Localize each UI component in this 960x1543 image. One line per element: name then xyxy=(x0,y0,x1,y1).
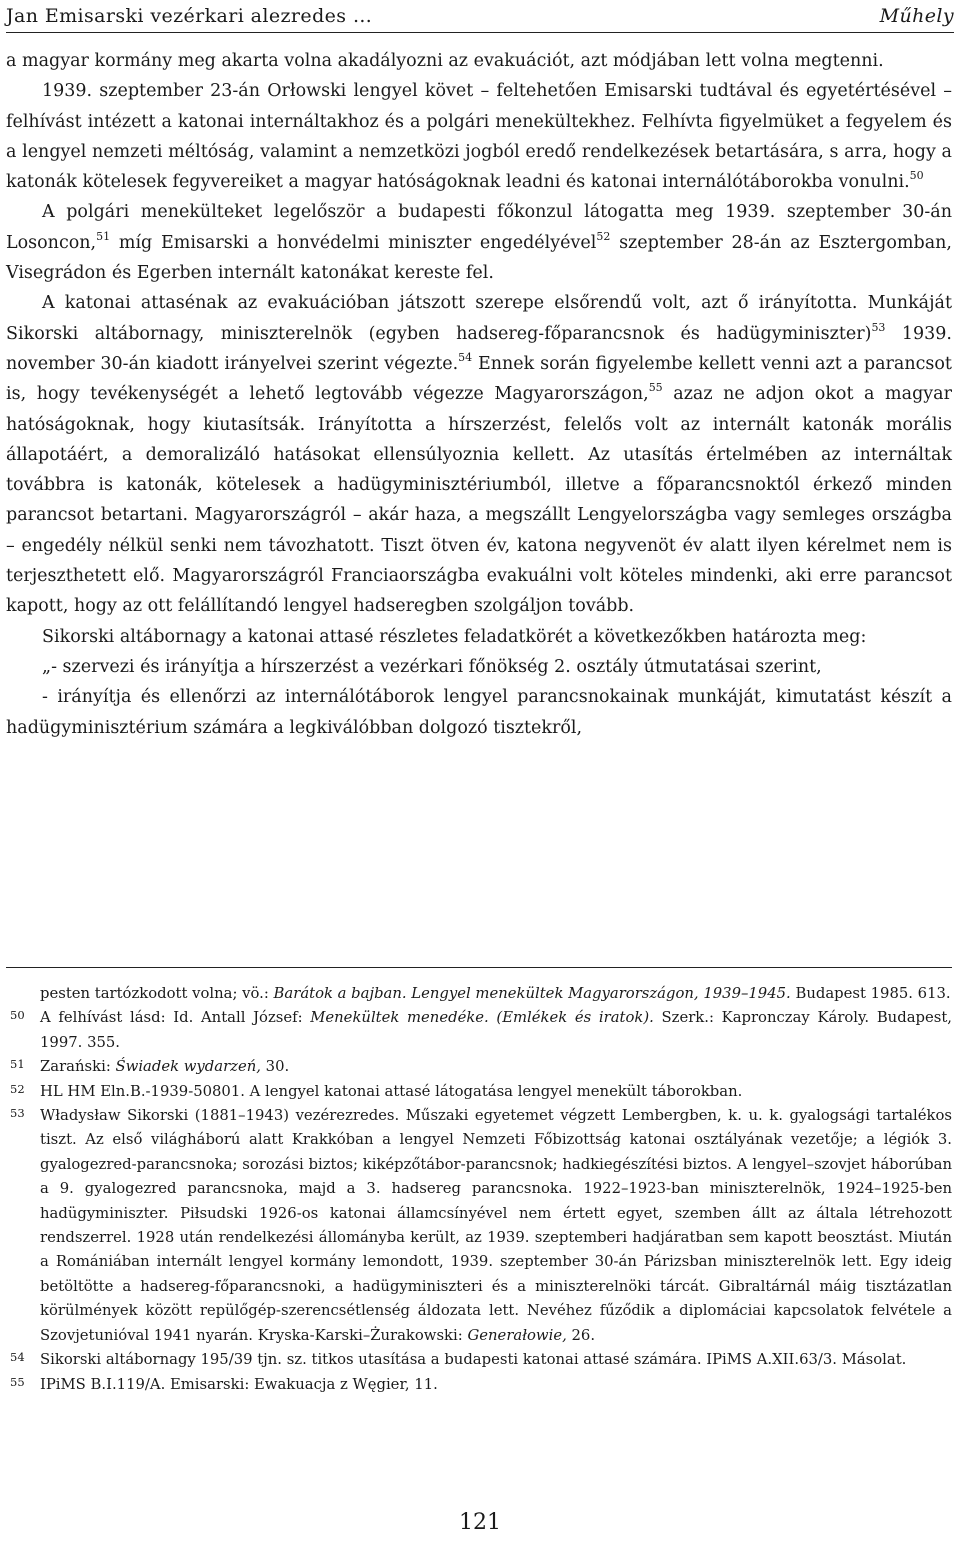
footnote-ref[interactable]: 54 xyxy=(458,350,473,364)
footnote-number: 50 xyxy=(10,1008,25,1023)
footnotes xyxy=(6,982,952,1397)
footnote-ref[interactable]: 51 xyxy=(96,229,111,243)
footnote-number: 53 xyxy=(10,1106,25,1121)
footnote-continuation: pesten tartózkodott volna; vö.: Barátok a bajban. Lengyel menekültek Magyarországon, 1939–1945. Budapest 1985. 613. xyxy=(40,985,951,1002)
page-number: 121 xyxy=(459,1510,501,1535)
paragraph: A polgári menekülteket legelőször a budapesti főkonzul látogatta meg 1939. szeptember 30-án Losoncon,$^{51}$ míg Emisarski a honvédelmi miniszter engedélyével$^{52}$ szeptember 28-án az Esztergomban, Visegrádon és Egerben internált katonákat kereste fel. xyxy=(6,202,952,284)
footnote-number: 55 xyxy=(10,1374,25,1389)
paragraph: 1939. szeptember 23-án Orłowski lengyel követ – feltehetően Emisarski tudtával és egyetértésével – felhívást intézett a katonai internáltakhoz és a polgári menekültekhez. Felhívta figyelmüket a fegyelem és a lengyel nemzeti méltóság, valamint a nemzetközi jogból eredő rendelkezések betartására, s arra, hogy a katonák kötelesek fegyvereiket a magyar hatóságoknak leadni és katonai internálótáborokba vonulni.$^{50}$ xyxy=(6,81,952,193)
footnote-number: 54 xyxy=(10,1350,25,1365)
footnote-54: 54 Sikorski altábornagy 195/39 tjn. sz. titkos utasítása a budapesti katonai attasé számára. IPiMS A.XII.63/3. Másolat. xyxy=(6,1348,952,1372)
main-text xyxy=(6,46,952,743)
section-rubric: Műhely xyxy=(879,5,954,27)
paragraph: A katonai attasénak az evakuációban játszott szerepe elsőrendű volt, azt ő irányította. Munkáját Sikorski altábornagy, miniszterelnök (egyben hadsereg-főparancsnok és hadügyminiszter)$^{53}$ 1939. november 30-án kiadott irányelvei szerint végezte.$^{54}$ Ennek során figyelembe kellett venni azt a parancsot is, hogy tevékenységét a lehető legtovább végezze Magyarországon,$^{55}$ azaz ne adjon okot a magyar hatóságoknak, hogy kiutasítsák. Irányította a hírszerzést, felelős volt az internált katonák morális állapotáért, a demoralizáló hatásokat ellensúlyoznia kellett. Az utasítás értelmében az internáltak továbbra is katonák, kötelesek a hadügyminisztériumból, illetve a főparancsnoktól érkező minden parancsot betartani. Magyarországról – akár haza, a megszállt Lengyelországba vagy semleges országba – engedély nélkül senki nem távozhatott. Tiszt ötven év, katona negyvenöt év alatt ilyen kérelmet nem is terjeszthetett elő. Magyarországról Franciaországba evakuálni volt köteles mindenki, aki erre parancsot kapott, hogy az ott felállítandó lengyel hadseregben szolgáljon tovább. xyxy=(6,293,952,617)
footnote-ref[interactable]: 52 xyxy=(596,229,611,243)
footnote-50: 50 A felhívást lásd: Id. Antall József: Menekültek menedéke. (Emlékek és iratok). Szerk.: Kapronczay Károly. Budapest, 1997. 355. xyxy=(6,1006,952,1055)
footnote-divider xyxy=(6,967,952,968)
footnote-number: 51 xyxy=(10,1057,25,1072)
paragraph: a magyar kormány meg akarta volna akadályozni az evakuációt, azt módjában lett volna megtenni. xyxy=(6,51,884,71)
footnote-ref[interactable]: 50 xyxy=(909,169,924,183)
footnote-51: 51 Zarański: Świadek wydarzeń, 30. xyxy=(6,1055,952,1079)
quote-list-item: „- szervezi és irányítja a hírszerzést a vezérkari főnökség 2. osztály útmutatásai szerint, xyxy=(42,656,822,677)
footnote-55: 55 IPiMS B.I.119/A. Emisarski: Ewakuacja z Węgier, 11. xyxy=(6,1373,952,1397)
running-title: Jan Emisarski vezérkari alezredes … xyxy=(6,5,373,27)
footnote-number: 52 xyxy=(10,1081,25,1096)
footnote-53: 53 Władysław Sikorski (1881–1943) vezérezredes. Műszaki egyetemet végzett Lembergben, k. u. k. gyalogsági tartalékos tiszt. Az első világháború alatt Krakkóban a lengyel Nemzeti Főbizottság katonai osztályának vezetője; a légiók 3. gyalogezred-parancsnoka; sorozási biztos; kiképzőtábor-parancsnok; hadkiegészítési biztos. A lengyel–szovjet háborúban a 9. gyalogezred parancsnoka, majd a 3. hadsereg parancsnoka. 1922–1923-ban miniszterelnök, 1924–1925-ben hadügyminiszter. Piłsudski 1926-os katonai államcsínyével nem értett egyet, szemben állt az általa létrehozott rendszerrel. 1928 után rendelkezési állományba került, az 1939. szeptemberi hadjáratban sem kapott beosztást. Miután a Romániában internált lengyel kormány lemondott, 1939. szeptember 30-án Párizsban miniszterelnök lett. Egy ideig betöltötte a hadsereg-főparancsnoki, a hadügyminiszteri és a miniszterelnöki tárcát. Gibraltárnál máig tisztázatlan körülmények között repülőgép-szerencsétlenség áldozata lett. Nevéhez fűződik a diplomáciai kapcsolatok felvétele a Szovjetunióval 1941 nyarán. Kryska-Karski–Żurakowski: Generałowie, 26. xyxy=(6,1104,952,1348)
running-header xyxy=(6,0,954,33)
footnote-52: 52 HL HM Eln.B.-1939-50801. A lengyel katonai attasé látogatása lengyel menekült táborokban. xyxy=(6,1080,952,1104)
footnote-ref[interactable]: 53 xyxy=(871,320,886,334)
paragraph: Sikorski altábornagy a katonai attasé részletes feladatkörét a következőkben határozta meg: xyxy=(42,626,867,647)
footnote-ref[interactable]: 55 xyxy=(648,381,663,395)
quote-list-item: - irányítja és ellenőrzi az internálótáborok lengyel parancsnokainak munkáját, kimutatást készít a hadügyminisztérium számára a legkiválóbban dolgozó tisztekről, xyxy=(6,687,952,738)
